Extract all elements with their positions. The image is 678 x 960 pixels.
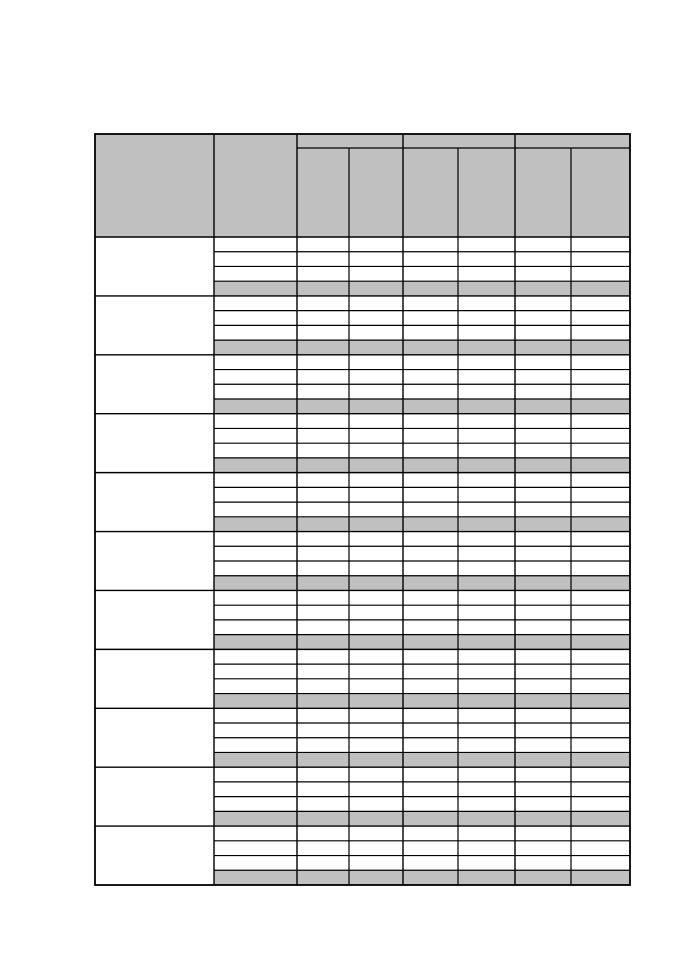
subtotal-row xyxy=(214,458,630,473)
subtotal-row xyxy=(214,752,630,767)
subtotal-row xyxy=(214,576,630,591)
subtotal-row xyxy=(214,281,630,296)
subtotal-row xyxy=(214,399,630,414)
table-header xyxy=(95,134,630,237)
subtotal-row xyxy=(214,635,630,650)
subtotal-row xyxy=(214,340,630,355)
subtotal-row xyxy=(214,811,630,826)
subtotal-row xyxy=(214,517,630,532)
subtotal-row xyxy=(214,870,630,885)
subtotal-row xyxy=(214,694,630,709)
table-border xyxy=(95,134,630,885)
